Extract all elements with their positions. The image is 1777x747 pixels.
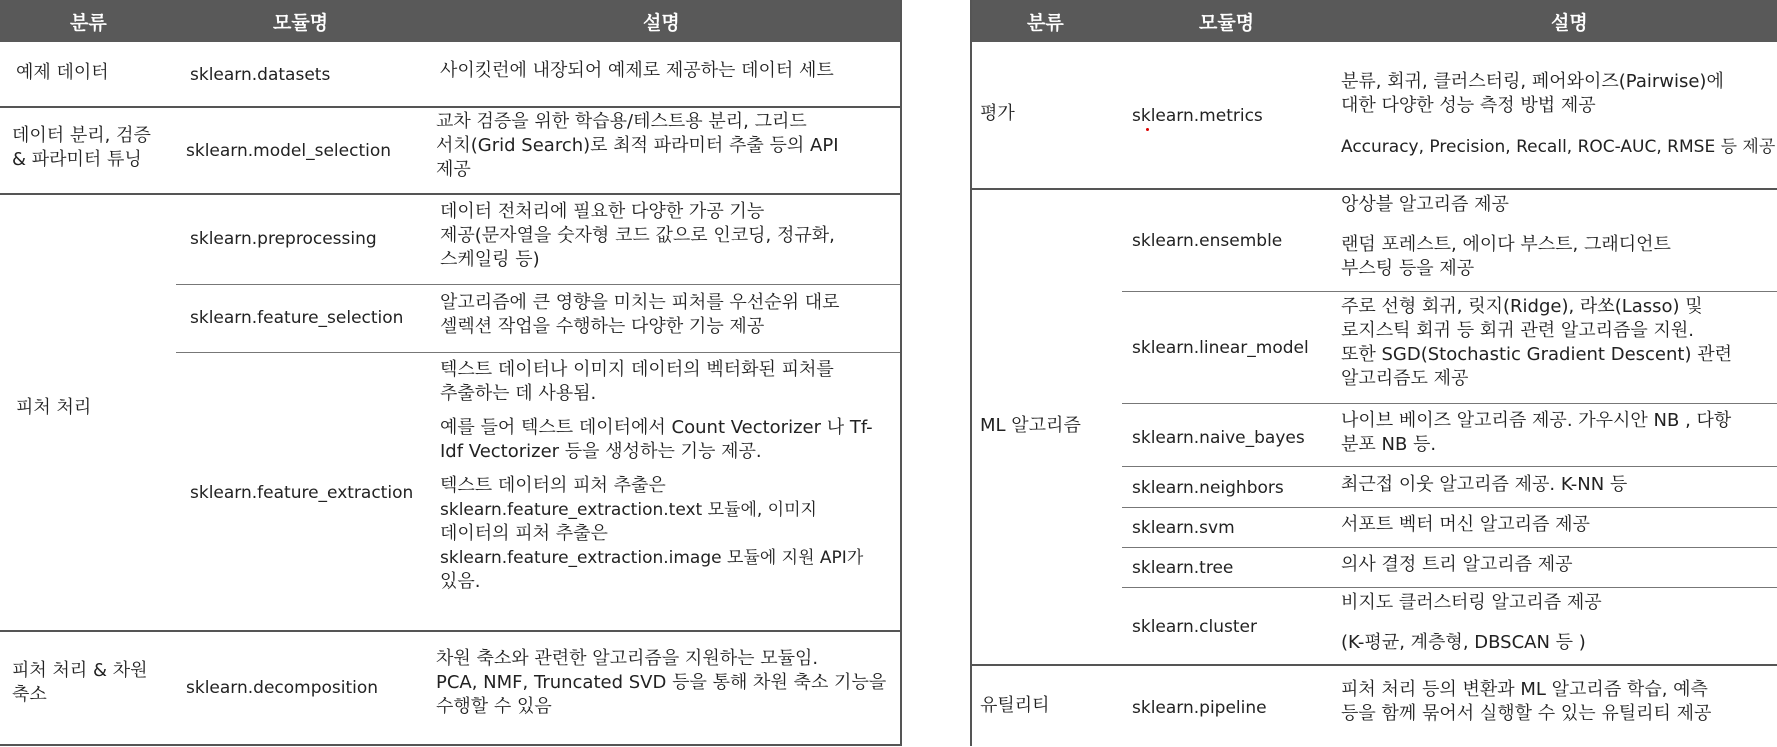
row-divider — [1122, 547, 1777, 548]
category-cell: 평가 — [980, 103, 1015, 124]
category-cell: 유틸리티 — [980, 695, 1050, 716]
category-cell: 피처 처리 — [16, 397, 92, 418]
module-cell: sklearn.metrics — [1132, 106, 1263, 126]
header-description: 설명 — [1551, 12, 1588, 34]
description-cell: 최근접 이웃 알고리즘 제공. K-NN 등 — [1341, 474, 1628, 495]
row-divider — [1122, 403, 1777, 404]
row-divider — [1122, 587, 1777, 588]
row-divider — [1122, 466, 1777, 467]
category-cell: 예제 데이터 — [16, 62, 109, 83]
module-cell: sklearn.preprocessing — [190, 229, 377, 249]
header-category: 분류 — [70, 12, 107, 34]
header-module: 모듈명 — [1199, 12, 1255, 34]
header-module: 모듈명 — [273, 12, 329, 34]
module-cell: sklearn.naive_bayes — [1132, 428, 1305, 448]
red-mark — [1146, 128, 1149, 131]
description-cell: 앙상블 알고리즘 제공 랜덤 포레스트, 에이다 부스트, 그래디언트 부스팅 등을 제공 — [1341, 194, 1671, 279]
row-divider — [970, 188, 1777, 190]
description-cell: 의사 결정 트리 알고리즘 제공 — [1341, 554, 1573, 575]
module-cell: sklearn.ensemble — [1132, 231, 1283, 251]
row-divider — [0, 744, 902, 746]
description-cell: 분류, 회귀, 클러스터링, 페어와이즈(Pairwise)에 대한 다양한 성능 측정 방법 제공 Accuracy, Precision, Recall, ROC-AUC, RMSE 등 제공 — [1341, 71, 1776, 157]
row-divider — [970, 664, 1777, 666]
module-cell: sklearn.pipeline — [1132, 698, 1267, 718]
row-divider — [0, 193, 902, 195]
row-divider — [0, 106, 902, 108]
row-divider — [0, 630, 902, 632]
module-cell: sklearn.feature_extraction — [190, 483, 414, 503]
left-table-header — [0, 0, 902, 42]
description-cell: 텍스트 데이터나 이미지 데이터의 벡터화된 피처를 추출하는 데 사용됨. 예를 들어 텍스트 데이터에서 Count Vectorizer 나 Tf- Idf Vectorizer 등을 생성하는 기능 제공. 텍스트 데이터의 피처 추출은 sklearn.feature_extraction.text 모듈에, 이미지 데이터의 피처 추출은 sklearn.feature_extraction.image 모듈에 지원 API가 있음. — [440, 359, 873, 592]
module-cell: sklearn.tree — [1132, 558, 1234, 578]
row-divider — [176, 352, 902, 353]
right-table-header — [970, 0, 1777, 42]
category-cell: 데이터 분리, 검증 & 파라미터 튜닝 — [12, 125, 151, 170]
table-border — [970, 0, 972, 746]
description-cell: 데이터 전처리에 필요한 다양한 가공 기능 제공(문자열을 숫자형 코드 값으로 인코딩, 정규화, 스케일링 등) — [440, 201, 835, 270]
category-cell: ML 알고리즘 — [980, 415, 1081, 436]
module-cell: sklearn.svm — [1132, 518, 1235, 538]
description-cell: 사이킷런에 내장되어 예제로 제공하는 데이터 세트 — [440, 60, 834, 81]
module-cell: sklearn.model_selection — [186, 141, 392, 161]
description-cell: 비지도 클러스터링 알고리즘 제공 (K-평균, 계층형, DBSCAN 등 ) — [1341, 592, 1602, 653]
description-cell: 차원 축소와 관련한 알고리즘을 지원하는 모듈임. PCA, NMF, Truncated SVD 등을 통해 차원 축소 기능을 수행할 수 있음 — [436, 648, 887, 717]
row-divider — [176, 284, 902, 285]
module-cell: sklearn.linear_model — [1132, 338, 1309, 358]
header-category: 분류 — [1027, 12, 1064, 34]
description-cell: 주로 선형 회귀, 릿지(Ridge), 라쏘(Lasso) 및 로지스틱 회귀 등 회귀 관련 알고리즘을 지원. 또한 SGD(Stochastic Gradient Descent) 관련 알고리즘도 제공 — [1341, 296, 1732, 389]
row-divider — [1122, 507, 1777, 508]
row-divider — [1122, 291, 1777, 292]
module-cell: sklearn.decomposition — [186, 678, 379, 698]
module-cell: sklearn.cluster — [1132, 617, 1257, 637]
description-cell: 나이브 베이즈 알고리즘 제공. 가우시안 NB , 다항 분포 NB 등. — [1341, 410, 1732, 455]
description-cell: 서포트 벡터 머신 알고리즘 제공 — [1341, 514, 1590, 535]
description-cell: 알고리즘에 큰 영향을 미치는 피처를 우선순위 대로 셀렉션 작업을 수행하는 다양한 기능 제공 — [440, 292, 840, 337]
module-cell: sklearn.neighbors — [1132, 478, 1284, 498]
description-cell: 피처 처리 등의 변환과 ML 알고리즘 학습, 예측 등을 함께 묶어서 실행할 수 있는 유틸리티 제공 — [1341, 679, 1712, 724]
table-border — [900, 0, 902, 746]
module-cell: sklearn.datasets — [190, 65, 331, 85]
category-cell: 피처 처리 & 차원 축소 — [12, 660, 148, 705]
header-description: 설명 — [643, 12, 680, 34]
description-cell: 교차 검증을 위한 학습용/테스트용 분리, 그리드 서치(Grid Search)로 최적 파라미터 추출 등의 API 제공 — [436, 111, 839, 180]
module-cell: sklearn.feature_selection — [190, 308, 404, 328]
